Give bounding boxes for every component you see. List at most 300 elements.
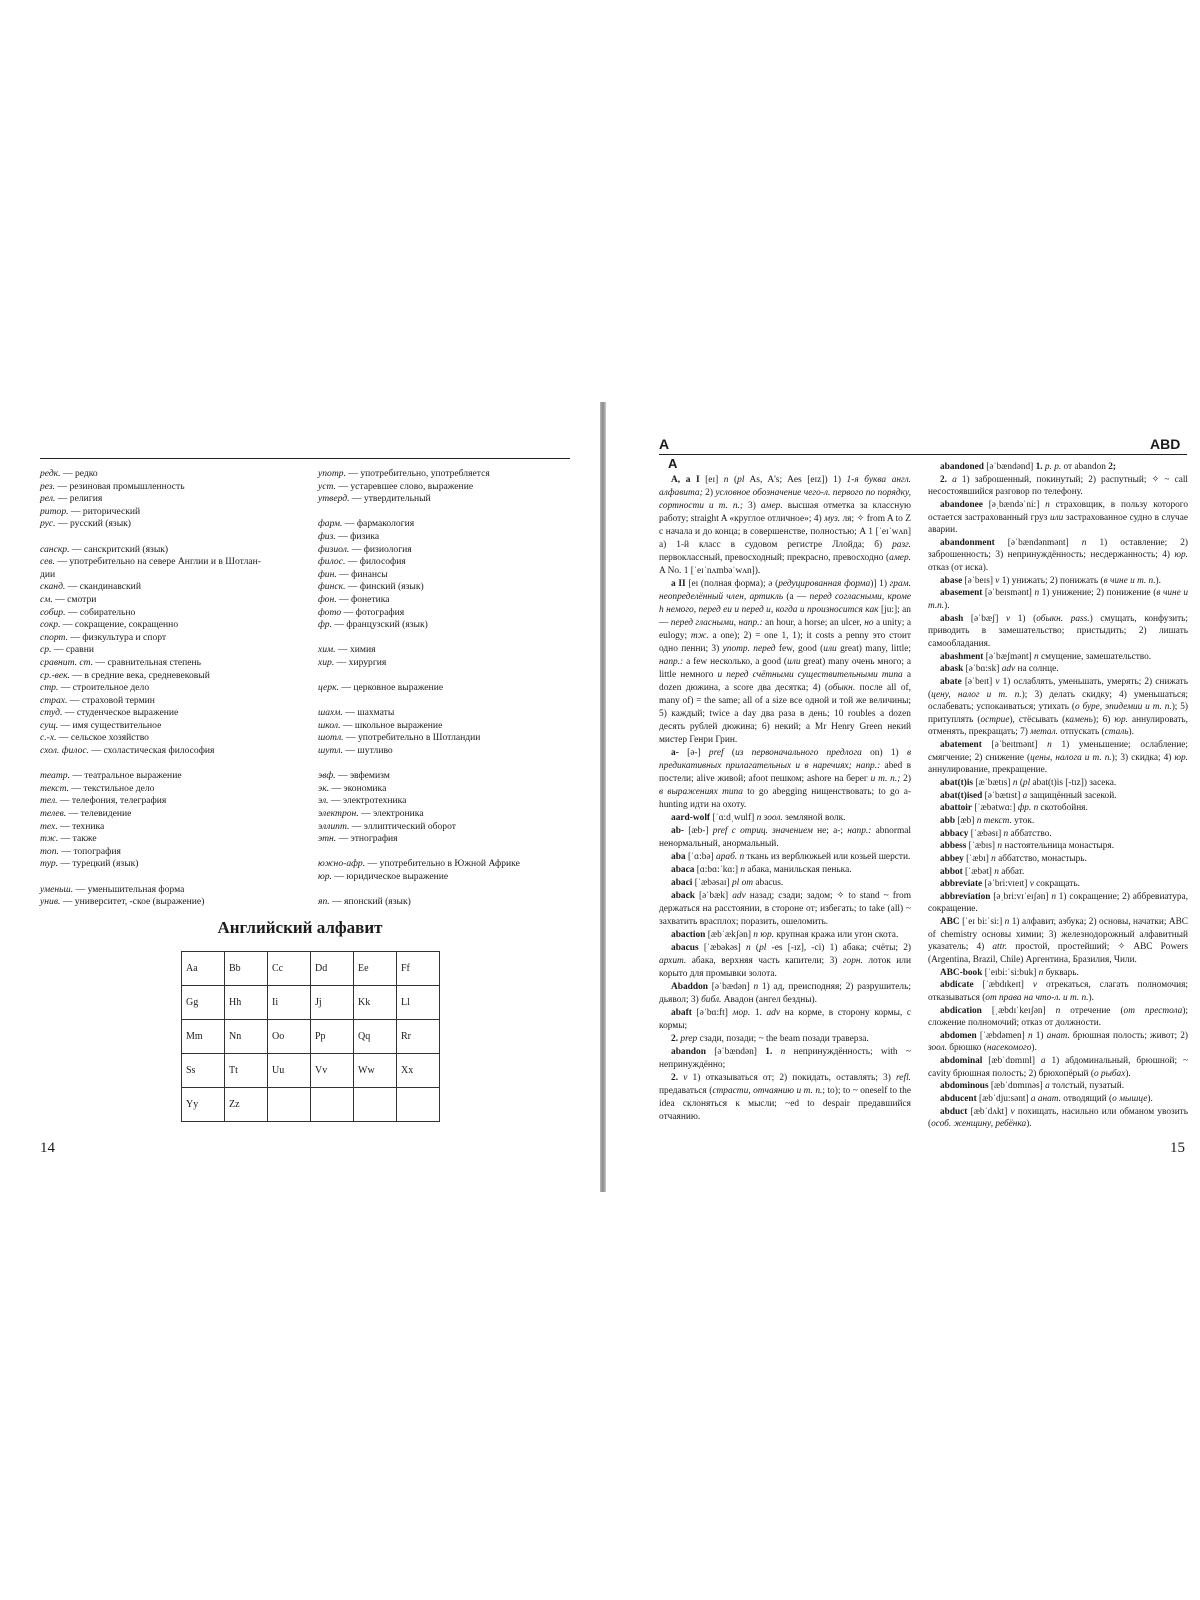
entry-italic-text: refl. [896,1073,912,1083]
entry-italic-text: или [787,657,801,667]
entry-text: [əˈbædən] [708,982,754,992]
entry-text: высшая отметка за классную работу; straight A «круглое отличное»; 4) [659,501,912,524]
entry-text: [ɑ:bɑ:ˈkɑ:] [694,865,741,875]
abbreviation-term: физиол. [318,543,350,555]
entry-italic-text: в чине и т. п. [1103,575,1156,586]
abbreviation-entry [318,795,570,808]
entry-text: [əˈbri:vɪeɪt] [982,879,1030,890]
abbreviation-term: эк. [318,782,330,794]
alphabet-title: Английский алфавит [217,918,383,937]
abbreviation-term: финск. [318,581,346,593]
abbreviation-term: уст. [318,480,336,492]
entry-headword: abbacy [940,828,969,839]
entry-italic-text: амер. [889,553,911,563]
entry-italic-text: a [1045,1081,1050,1092]
abbreviation-term: с.-х. [40,732,57,744]
abbreviation-entry [40,858,300,871]
abbreviation-term: сев. [40,556,55,568]
entry-italic-text: n [746,943,751,953]
entry-text: непринуждённость; with ~ непринуждённо; [659,1047,911,1070]
entry-text: 1) заброшенный, покинутый; 2) распутный; ✧ ~ call несостоявшийся разговор по телефону. [928,474,1189,498]
entry-text: [æbˈækʃən] [705,930,754,940]
entry-italic-text: n [1051,891,1056,902]
entry-text: ). [1128,727,1134,738]
alphabet-cell: Zz [225,1088,268,1122]
abbreviation-term: шотл. [318,732,344,744]
abbreviation-entry [318,808,570,821]
entry-italic-text: горн. [842,956,863,966]
abbreviation-term: редк. [40,468,61,479]
entry-italic-text: n [1081,537,1087,548]
alphabet-cell: Xx [397,1054,440,1088]
dictionary-entry [928,790,1188,803]
abbreviation-entry [318,468,570,481]
dictionary-entry [928,967,1188,980]
dictionary-entry [659,578,911,747]
dictionary-entry [659,1033,911,1046]
abbreviation-gap [318,695,570,708]
abbreviation-term: рел. [40,493,56,505]
abbreviation-entry [40,896,300,909]
alphabet-cell: Mm [182,1020,225,1054]
abbreviation-entry [40,468,300,481]
abbreviation-entry [318,581,570,594]
entry-text: [ˈeɪ bi:ˈsi:] [959,917,1005,928]
entry-italic-text: adv [766,1008,781,1018]
entry-italic-text: насекомого [986,1043,1032,1054]
entry-italic-text: перед гласными, напр.: [670,618,763,628]
entry-text: ). [1125,1068,1131,1079]
entry-headword: abandonee [940,499,983,510]
entry-italic-text: или [823,644,837,654]
abbreviation-entry [318,682,570,695]
entry-italic-text: от престола [1123,1005,1183,1016]
entry-text: 2) [702,488,716,498]
entry-headword: abase [940,575,963,586]
dictionary-entry [928,1030,1188,1055]
abbreviation-meaning: — санскритский (язык) [69,543,169,555]
abbreviation-meaning: — религия [55,493,103,505]
entry-headword: abashment [940,651,984,662]
abbreviation-term: этн. [318,833,337,845]
abbreviation-term: тж. [40,833,59,845]
entry-headword: abbey [940,853,964,864]
entry-text: ткань из верблюжьей или козьей шерсти. [744,852,911,862]
entry-headword: abandon [671,1047,706,1057]
abbreviation-entry [40,670,300,683]
abbreviation-term: церк. [318,682,339,694]
entry-text: [əˈbæʃmənt] [983,651,1035,662]
entry-text: назад; сзади; задом; ✧ to stand ~ from держаться на расстоянии, в стороне от; избегать; to take (all) ~ захватить врасплох; поразить, ошеломить. [659,891,912,927]
entry-text: ( [728,475,738,485]
abbreviation-entry [318,745,570,758]
entry-text: после all of, many of) = the same; all of a size все одной и той же величины; 5) каждый; twice a day два раза в день; 10 roubles a dozen десять рублей дюжина; 6) некий; a Mr Henry Green некий мистер Генри Грин. [659,683,911,745]
abbreviation-entry [318,594,570,607]
entry-text: [əˈbændənmənt] [994,537,1082,548]
entry-text: аннулировать, отменять, прекращать; 7) [928,714,1188,738]
entry-headword: 1. [765,1047,773,1057]
entry-text: ( [1017,778,1023,789]
abbreviation-meaning: — сравнительная степень [93,656,202,668]
entry-text: 1) унижать; 2) понижать ( [999,575,1104,586]
entry-italic-text: зоол. [928,1043,947,1054]
entry-text: abat(t)is [-tɪz]) засека. [1030,778,1117,789]
entry-headword: A, a I [671,475,700,485]
abbreviation-meaning: — физика [335,530,380,542]
entry-text: настоятельница монастыря. [1002,841,1115,852]
abbreviation-entry [40,783,300,796]
entry-italic-text: attr. [992,942,1008,953]
entry-text: первоклассный, превосходный; прекрасно, превосходно ( [659,553,890,563]
entry-headword: abatement [940,740,982,751]
abbreviation-meaning: — сравни [51,644,94,656]
dictionary-entry [928,1106,1188,1131]
dictionary-entry [928,1055,1188,1080]
entry-text: [æbˈdɒmɪnl] [982,1056,1041,1067]
abbreviation-meaning: — философия [345,556,406,568]
entry-text: great) many очень много; a little немного [659,657,911,680]
abbreviation-entry [40,644,300,657]
entry-italic-text: pref [708,748,724,758]
abbreviation-entry [318,858,570,871]
entry-italic-text: в чине и т.п. [928,588,1188,612]
entry-text: аббатство, монастырь. [995,853,1087,864]
entry-text: 3) [743,501,761,511]
entry-italic-text: страсти, отчаянию и т. п. [712,1086,823,1096]
abbreviation-meaning: — употребительно на севере Англии и в Шотлан- [54,556,261,568]
abbreviation-meaning: — турецкий (язык) [58,858,139,870]
alphabet-cell: Nn [225,1020,268,1054]
entry-text: [əˈbæʃ] [963,613,1006,624]
entry-text: [əˈbætɪst] [982,790,1023,801]
abbreviation-term: шутл. [318,745,344,757]
entry-text: [ˈæbɪs] [966,841,998,852]
abbreviation-meaning: — употребительно в Южной Африке [365,858,520,870]
entry-text: 1) ( [1010,613,1037,624]
abbreviation-entry [40,607,300,620]
abbreviation-term: санскр. [40,543,70,555]
entry-headword: a- [671,748,679,758]
abbreviation-term: топ. [40,845,59,857]
abbreviation-entry [40,581,300,594]
entry-text: 1) абдоминальный, брюшной; ~ cavity брюшная полость; 2) брюхопёрый ( [928,1056,1188,1079]
entry-text: абака, манильская пенька. [745,865,852,875]
abbreviation-meaning: — экономика [329,782,387,794]
abbreviation-entry [40,657,300,670]
abbreviation-entry [40,594,300,607]
entry-text: защищённый засекой. [1027,790,1117,801]
entry-text: to go abegging нищенствовать; to go a-hunting идти на охоту. [659,787,912,810]
entry-text: [əˈbændənd] [983,462,1036,472]
dictionary-entry [928,815,1188,828]
alphabet-cell: Oo [268,1020,311,1054]
entry-italic-text: тж. [690,631,709,641]
abbreviation-term: см. [40,593,53,605]
entry-text: an hour, a horse; an ulcer, [762,618,865,628]
entry-italic-text: редуцированная форма [778,579,871,589]
entry-text: [əˈbændən] [705,1047,766,1057]
entry-text: [ə-] [678,748,709,758]
abbreviation-term: хим. [318,644,336,656]
entry-text: [əˌbri:vɪˈeɪʃən] [990,891,1052,902]
alphabet-cell: Rr [397,1020,440,1054]
dictionary-entry [659,942,911,981]
alphabet-cell: Qq [354,1020,397,1054]
entry-text: [ˌæbdɪˈkeɪʃən] [981,1005,1056,1016]
dictionary-entry [928,1080,1188,1093]
abbreviation-meaning: — собирательно [65,606,136,618]
entry-headword: Abaddon [671,982,709,992]
section-letter: A [668,456,678,471]
dictionary-entry [928,777,1188,790]
alphabet-cell: Gg [182,986,225,1020]
abbreviation-meaning: — этнография [336,833,398,845]
abbreviation-entry [40,821,300,834]
entry-text: ), стёсывать ( [1009,714,1066,725]
entry-text: 1) сокращение; 2) аббревиатура, сокращение. [928,891,1188,915]
entry-italic-text: n зоол. [756,813,783,823]
abbreviation-term: употр. [318,468,346,479]
entry-italic-text: n [1055,1005,1061,1016]
entry-text: предаваться ( [659,1086,713,1096]
dictionary-entry [928,878,1188,891]
abbreviation-entry [318,607,570,620]
dictionary-entry [928,866,1188,879]
abbreviation-entry [318,871,570,884]
entry-italic-text: prep [680,1034,698,1044]
entry-headword: abat(t)ised [940,790,983,801]
abbreviation-meaning: — русский (язык) [55,518,131,530]
alphabet-cell: Ee [354,952,397,986]
entry-text: [ˈɑ:dˌwulf] [710,813,757,823]
entry-text: 1) уменьшение; ослабление; смягчение; 2) снижение ( [928,740,1189,763]
abbreviation-entry [40,884,300,897]
abbreviation-entry [318,707,570,720]
entry-italic-text: pl [759,943,767,953]
entry-text: ); 5) притуплять ( [928,702,1188,725]
alphabet-cell: Bb [225,952,268,986]
entry-italic-text: архит. [659,956,687,966]
entry-text: few, good ( [775,644,824,654]
entry-italic-text: библ. [701,995,722,1005]
entry-italic-text: амер. [760,501,783,511]
abbreviation-gap [40,758,300,771]
entry-text: a one); 2) = one 1, 1); it costs a penny это стоит одно пенни; 3) [659,631,912,654]
dictionary-entry [928,587,1188,612]
abbreviation-term: тел. [40,795,58,807]
entry-text: [əˌbændəˈni:] [982,499,1046,510]
abbreviation-gap [318,632,570,645]
entry-headword: ABC-book [940,967,983,978]
entry-headword: ABC [940,917,960,928]
entry-headword: aba [671,852,686,862]
entry-headword: abducent [940,1094,977,1105]
entry-text: крупная кража или угон скота. [773,930,899,940]
entry-italic-text: v [1010,1106,1015,1117]
entry-text: ). [1031,1043,1037,1054]
entry-text: 1) оставление; 2) заброшенность; 3) непринуждённость; несдержанность; 4) [928,537,1189,561]
entry-text: [ˈæbɪ] [963,853,992,864]
abbreviation-meaning: — употребительно, употребляется [345,468,490,479]
alphabet-cell: Jj [311,986,354,1020]
abbreviation-entry [40,481,300,494]
alphabet-row [182,1054,440,1088]
alphabet-cell: Ll [397,986,440,1020]
entry-text: ). [1088,992,1094,1003]
entry-headword: abandonment [940,537,995,548]
abbreviation-meaning: — также [58,833,97,845]
entry-text: толстый, пузатый. [1049,1081,1125,1092]
entry-text: отпускать ( [1057,727,1105,738]
dictionary-entry [659,747,911,812]
abbreviation-meaning: — химия [335,644,376,656]
abbreviation-meaning: — уменьшительная форма [73,883,185,895]
entry-text: [ju:]; an — [659,605,911,628]
entry-text: отказ (от иска). [928,563,989,574]
entry-text: [əˈbeɪt] [961,676,996,687]
dictionary-entry [928,979,1188,1004]
entry-text: [əˈbæk] [694,891,733,901]
abbreviation-term: ритор. [40,505,69,517]
dictionary-entry [659,864,911,877]
abbreviation-term: фр. [318,619,333,631]
abbreviation-gap [318,758,570,771]
dictionary-entry [659,812,911,825]
entry-text: Авадон (ангел бездны). [721,995,818,1005]
entry-italic-text: adv [732,891,746,901]
entry-text: похищать, насильно или обманом увозить ( [928,1106,1188,1130]
abbreviation-entry [318,619,570,632]
entry-italic-text: n [991,853,996,864]
alphabet-cell [268,1088,311,1122]
entry-italic-text: напр.: [847,826,872,836]
entry-headword: abaca [671,865,695,875]
entry-text: ля; ✧ from A to Z с начала и до конца; в совершенстве, полностью; A 1 [ˈeɪˈwʌn] а) 1-й класс в судовом регистре Ллойда; б) [659,514,911,550]
entry-headword: abbot [940,866,963,877]
entry-text: [ˈæbdəmen] [976,1030,1028,1041]
entry-text: уток. [1011,815,1035,826]
abbreviation-term: собир. [40,606,66,618]
abbreviation-term: рус. [40,518,56,530]
entry-text: страховщик, в пользу которого остается застрахованный груз [928,499,1189,523]
dictionary-entry [659,929,911,942]
abbreviation-entry [318,896,570,909]
dictionary-entry [928,853,1188,866]
dictionary-entry [928,613,1188,651]
entry-text: от abandon [1061,462,1109,472]
dictionary-entry [659,1007,911,1033]
entry-italic-text: обыкн. pass. [1036,613,1090,624]
dictionary-entry [659,890,911,929]
abbreviation-entry [40,846,300,859]
entry-text: [ˈɑ:bə] [685,852,717,862]
entry-headword: aard-wolf [671,813,711,823]
entry-italic-text: в выражениях типа [659,787,743,797]
abbreviation-meaning: — редко [60,468,98,479]
entry-italic-text: о буре, эпидемии и т. п. [1074,702,1172,713]
entry-text: отрекаться, слагать полномочия; отказываться ( [928,980,1188,1003]
abbreviation-meaning: — церковное выражение [338,682,444,694]
entry-text: abnormal ненормальный, анормальный. [659,826,911,849]
abbreviation-entry [318,770,570,783]
abbreviation-meaning: — техника [57,820,105,832]
abbreviation-entry [318,518,570,531]
alphabet-cell: Vv [311,1054,354,1088]
entry-headword: abandoned [940,462,984,472]
entry-text: не; а-; [812,826,848,836]
entry-text: скотобойня. [1038,803,1088,814]
entry-headword: 2. [671,1034,679,1044]
entry-text: отречение ( [1060,1005,1124,1016]
abbreviation-entry [318,569,570,582]
entry-italic-text: v [683,1073,688,1083]
abbreviation-meaning: — имя существительное [58,719,162,731]
abbreviation-entry [40,770,300,783]
right-header-left-letter: A [659,436,670,452]
abbreviation-term: телев. [40,808,67,820]
abbreviation-meaning: — употребительно в Шотландии [343,732,481,744]
entry-italic-text: и т. п.; [870,774,901,784]
entry-italic-text: употр. перед [722,644,776,654]
entry-italic-text: v [1029,879,1034,890]
entry-text: [æb-] [684,826,713,836]
alphabet-cell: Ss [182,1054,225,1088]
alphabet-cell: Aa [182,952,225,986]
entry-headword: abate [940,676,962,687]
abbreviation-term: фарм. [318,518,343,530]
entry-italic-text: n текст. [976,815,1012,826]
alphabet-cell: Ii [268,986,311,1020]
entry-italic-text: n [1047,740,1052,751]
abbreviation-meaning: — текстильное дело [69,782,155,794]
entry-italic-text: метал. [1030,727,1058,738]
dictionary-entry [928,651,1188,664]
abbreviation-meaning: — телефония, телеграфия [57,795,167,807]
abbreviation-meaning: — сокращение, сокращенно [60,619,179,631]
entry-italic-text: перед согласными, кроме h немого, перед eu и перед u, когда u произносится как [659,592,912,615]
entry-italic-text: особ. женщину, ребёнка [931,1119,1027,1130]
entry-text: 1) унижение; 2) понижение ( [1039,588,1157,599]
entry-italic-text: о мышце [1112,1094,1148,1105]
abbreviation-meaning: — эллиптический оборот [349,820,456,832]
abbreviation-term: ср.-век. [40,669,70,681]
entry-italic-text: n [780,1047,786,1057]
abbreviation-entry [40,682,300,695]
abbreviation-gap [40,871,300,884]
book-spine [600,402,606,1192]
entry-text: сокращать. [1033,879,1080,890]
alphabet-row [182,952,440,986]
entry-italic-text: обыкн. [828,683,856,693]
entry-text: [ˈæbdɪkeɪt] [973,980,1033,991]
entry-text: простой, простейший; ✧ ABC Powers (Argentina, Brazil, Chile) Аргентина, Бразилия, Чили. [928,942,1188,965]
entry-text: [ˈæbəsaɪ] [692,878,732,888]
abbreviation-entry [40,569,300,582]
entry-text: [æbˈdɒmɪnəs] [988,1081,1046,1092]
dictionary-entry [928,840,1188,853]
entry-italic-text: n [1003,828,1009,839]
entry-italic-text: n [753,982,759,992]
entry-headword: abat(t)is [940,778,974,789]
entry-italic-text: в предикативных прилагательных и в наречиях; напр.: [659,748,912,771]
dictionary-entry [928,575,1188,588]
entry-text: ). [1147,1094,1153,1105]
entry-headword: abash [940,613,964,624]
entry-italic-text: n [1012,778,1018,789]
abbreviation-meaning: — фотография [341,606,405,618]
abbreviation-gap [318,670,570,683]
abbreviation-meaning: — электроника [358,808,424,820]
